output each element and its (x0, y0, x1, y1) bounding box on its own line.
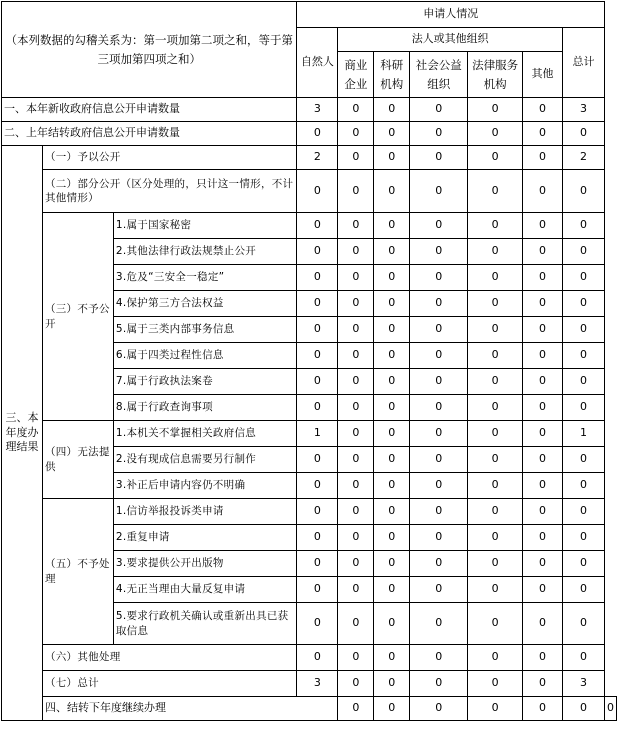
table-row (2, 421, 617, 447)
value-cell: 0 (410, 291, 468, 317)
category-label: （三）不予公开 (42, 213, 113, 421)
value-cell: 0 (562, 447, 604, 473)
row-label: （一）予以公开 (42, 146, 297, 170)
value-cell: 0 (374, 317, 410, 343)
value-cell: 0 (297, 343, 338, 369)
row-label: 四、结转下年度继续办理 (42, 697, 337, 721)
value-cell: 0 (338, 291, 374, 317)
value-cell: 0 (523, 369, 563, 395)
value-cell: 0 (297, 170, 338, 213)
value-cell: 0 (523, 447, 563, 473)
section-3-label: 三、本年度办理结果 (2, 146, 43, 721)
value-cell: 0 (410, 369, 468, 395)
value-cell: 0 (410, 421, 468, 447)
note-cell: （本列数据的勾稽关系为：第一项加第二项之和，等于第三项加第四项之和） (2, 2, 297, 98)
table-row (2, 645, 617, 671)
value-cell: 0 (297, 525, 338, 551)
category-label: （五）不予处理 (42, 499, 113, 645)
value-cell: 0 (410, 265, 468, 291)
value-cell: 3 (297, 98, 338, 122)
value-cell: 0 (468, 551, 523, 577)
value-cell: 0 (468, 645, 523, 671)
value-cell: 0 (338, 122, 374, 146)
value-cell: 0 (338, 317, 374, 343)
value-cell: 0 (523, 645, 563, 671)
value-cell: 0 (523, 577, 563, 603)
value-cell: 0 (338, 603, 374, 645)
value-cell: 0 (297, 577, 338, 603)
value-cell: 0 (374, 447, 410, 473)
value-cell: 0 (468, 343, 523, 369)
value-cell: 0 (562, 317, 604, 343)
value-cell: 0 (338, 265, 374, 291)
value-cell: 0 (468, 447, 523, 473)
table-row (2, 499, 617, 525)
value-cell: 3 (562, 671, 604, 697)
value-cell: 0 (374, 291, 410, 317)
value-cell: 0 (562, 213, 604, 239)
item-label: 2.其他法律行政法规禁止公开 (113, 239, 297, 265)
value-cell: 0 (562, 603, 604, 645)
value-cell: 0 (374, 671, 410, 697)
value-cell: 0 (410, 98, 468, 122)
item-label: 4.无正当理由大量反复申请 (113, 577, 297, 603)
value-cell: 0 (562, 577, 604, 603)
value-cell: 0 (562, 343, 604, 369)
item-label: 5.要求行政机关确认或重新出具已获取信息 (113, 603, 297, 645)
value-cell: 0 (374, 213, 410, 239)
value-cell: 0 (297, 213, 338, 239)
value-cell: 0 (410, 525, 468, 551)
research-header: 科研机构 (374, 52, 410, 98)
item-label: 4.保护第三方合法权益 (113, 291, 297, 317)
row-label: （七）总计 (42, 671, 297, 697)
other-header: 其他 (523, 52, 563, 98)
value-cell: 0 (374, 645, 410, 671)
value-cell: 0 (562, 499, 604, 525)
value-cell: 0 (410, 447, 468, 473)
value-cell: 0 (374, 98, 410, 122)
value-cell: 0 (374, 343, 410, 369)
value-cell: 0 (562, 265, 604, 291)
value-cell: 0 (338, 343, 374, 369)
value-cell: 0 (562, 395, 604, 421)
value-cell: 0 (523, 473, 563, 499)
value-cell: 0 (374, 146, 410, 170)
value-cell: 0 (297, 447, 338, 473)
item-label: 1.本机关不掌握相关政府信息 (113, 421, 297, 447)
value-cell: 0 (562, 551, 604, 577)
value-cell: 0 (410, 577, 468, 603)
value-cell: 0 (562, 369, 604, 395)
legal-group-header: 法人或其他组织 (338, 28, 563, 52)
value-cell: 0 (468, 98, 523, 122)
value-cell: 0 (338, 395, 374, 421)
item-label: 6.属于四类过程性信息 (113, 343, 297, 369)
value-cell: 0 (374, 395, 410, 421)
value-cell: 0 (523, 239, 563, 265)
value-cell: 0 (523, 146, 563, 170)
value-cell: 0 (468, 122, 523, 146)
header-row-1 (2, 2, 617, 28)
value-cell: 0 (468, 421, 523, 447)
value-cell: 0 (605, 697, 617, 721)
value-cell: 0 (338, 170, 374, 213)
value-cell: 0 (410, 671, 468, 697)
value-cell: 0 (374, 421, 410, 447)
value-cell: 0 (374, 265, 410, 291)
value-cell: 0 (374, 577, 410, 603)
value-cell: 0 (468, 369, 523, 395)
value-cell: 0 (374, 239, 410, 265)
value-cell: 0 (410, 395, 468, 421)
value-cell: 0 (410, 551, 468, 577)
disclosure-statistics-table (1, 1, 617, 721)
value-cell: 0 (468, 603, 523, 645)
table-row (2, 671, 617, 697)
item-label: 2.重复申请 (113, 525, 297, 551)
value-cell: 2 (562, 146, 604, 170)
value-cell: 0 (523, 317, 563, 343)
value-cell: 0 (338, 146, 374, 170)
value-cell: 0 (410, 645, 468, 671)
value-cell: 0 (297, 473, 338, 499)
value-cell: 0 (297, 239, 338, 265)
value-cell: 0 (468, 213, 523, 239)
value-cell: 0 (410, 213, 468, 239)
value-cell: 0 (297, 369, 338, 395)
value-cell: 0 (562, 697, 604, 721)
value-cell: 0 (562, 239, 604, 265)
table-row (2, 146, 617, 170)
value-cell: 0 (410, 122, 468, 146)
value-cell: 0 (468, 525, 523, 551)
table-row (2, 98, 617, 122)
value-cell: 0 (468, 291, 523, 317)
value-cell: 0 (374, 499, 410, 525)
value-cell: 0 (338, 421, 374, 447)
value-cell: 0 (468, 170, 523, 213)
value-cell: 0 (297, 551, 338, 577)
value-cell: 0 (410, 317, 468, 343)
value-cell: 0 (468, 577, 523, 603)
item-label: 5.属于三类内部事务信息 (113, 317, 297, 343)
value-cell: 0 (374, 369, 410, 395)
value-cell: 0 (468, 697, 523, 721)
value-cell: 0 (374, 525, 410, 551)
natural-person-header: 自然人 (297, 28, 338, 98)
item-label: 1.属于国家秘密 (113, 213, 297, 239)
value-cell: 0 (297, 499, 338, 525)
value-cell: 0 (297, 395, 338, 421)
value-cell: 0 (338, 525, 374, 551)
value-cell: 0 (297, 122, 338, 146)
value-cell: 0 (297, 645, 338, 671)
value-cell: 0 (468, 317, 523, 343)
public-welfare-header: 社会公益组织 (410, 52, 468, 98)
row-label: 二、上年结转政府信息公开申请数量 (2, 122, 297, 146)
value-cell: 0 (523, 499, 563, 525)
value-cell: 0 (338, 98, 374, 122)
total-header: 总计 (562, 28, 604, 98)
value-cell: 0 (410, 473, 468, 499)
value-cell: 0 (410, 499, 468, 525)
value-cell: 0 (338, 473, 374, 499)
value-cell: 3 (297, 671, 338, 697)
legal-service-header: 法律服务机构 (468, 52, 523, 98)
value-cell: 0 (338, 499, 374, 525)
value-cell: 0 (374, 551, 410, 577)
row-label: （二）部分公开（区分处理的，只计这一情形，不计其他情形） (42, 170, 297, 213)
value-cell: 0 (374, 170, 410, 213)
value-cell: 0 (468, 499, 523, 525)
table-row (2, 213, 617, 239)
row-label: （六）其他处理 (42, 645, 297, 671)
value-cell: 0 (523, 525, 563, 551)
value-cell: 0 (338, 369, 374, 395)
value-cell: 0 (562, 122, 604, 146)
table-row (2, 122, 617, 146)
value-cell: 0 (523, 213, 563, 239)
value-cell: 0 (297, 291, 338, 317)
value-cell: 0 (374, 603, 410, 645)
item-label: 3.危及“三安全一稳定” (113, 265, 297, 291)
table-row (2, 697, 617, 721)
value-cell: 0 (562, 645, 604, 671)
item-label: 2.没有现成信息需要另行制作 (113, 447, 297, 473)
value-cell: 0 (338, 213, 374, 239)
value-cell: 0 (562, 170, 604, 213)
value-cell: 0 (523, 98, 563, 122)
value-cell: 0 (523, 671, 563, 697)
value-cell: 0 (297, 603, 338, 645)
value-cell: 0 (523, 603, 563, 645)
value-cell: 0 (297, 317, 338, 343)
item-label: 3.要求提供公开出版物 (113, 551, 297, 577)
value-cell: 0 (562, 473, 604, 499)
value-cell: 0 (468, 671, 523, 697)
value-cell: 0 (523, 343, 563, 369)
item-label: 3.补正后申请内容仍不明确 (113, 473, 297, 499)
value-cell: 3 (562, 98, 604, 122)
value-cell: 0 (374, 473, 410, 499)
value-cell: 0 (523, 291, 563, 317)
item-label: 7.属于行政执法案卷 (113, 369, 297, 395)
value-cell: 0 (562, 291, 604, 317)
value-cell: 2 (297, 146, 338, 170)
value-cell: 0 (468, 239, 523, 265)
value-cell: 0 (338, 239, 374, 265)
value-cell: 0 (468, 265, 523, 291)
value-cell: 0 (410, 170, 468, 213)
item-label: 1.信访举报投诉类申请 (113, 499, 297, 525)
value-cell: 0 (562, 525, 604, 551)
value-cell: 0 (410, 239, 468, 265)
value-cell: 1 (562, 421, 604, 447)
applicant-situation-header: 申请人情况 (297, 2, 605, 28)
value-cell: 0 (523, 122, 563, 146)
value-cell: 1 (297, 421, 338, 447)
row-label: 一、本年新收政府信息公开申请数量 (2, 98, 297, 122)
category-label: （四）无法提供 (42, 421, 113, 499)
value-cell: 0 (468, 473, 523, 499)
item-label: 8.属于行政查询事项 (113, 395, 297, 421)
table-row (2, 170, 617, 213)
value-cell: 0 (523, 395, 563, 421)
value-cell: 0 (523, 697, 563, 721)
value-cell: 0 (338, 697, 374, 721)
value-cell: 0 (374, 122, 410, 146)
commercial-header: 商业企业 (338, 52, 374, 98)
value-cell: 0 (338, 447, 374, 473)
value-cell: 0 (374, 697, 410, 721)
value-cell: 0 (338, 577, 374, 603)
value-cell: 0 (338, 551, 374, 577)
value-cell: 0 (523, 170, 563, 213)
value-cell: 0 (523, 551, 563, 577)
value-cell: 0 (410, 343, 468, 369)
value-cell: 0 (410, 146, 468, 170)
value-cell: 0 (468, 395, 523, 421)
value-cell: 0 (297, 265, 338, 291)
value-cell: 0 (338, 645, 374, 671)
value-cell: 0 (523, 265, 563, 291)
value-cell: 0 (338, 671, 374, 697)
value-cell: 0 (410, 697, 468, 721)
value-cell: 0 (523, 421, 563, 447)
value-cell: 0 (468, 146, 523, 170)
value-cell: 0 (410, 603, 468, 645)
